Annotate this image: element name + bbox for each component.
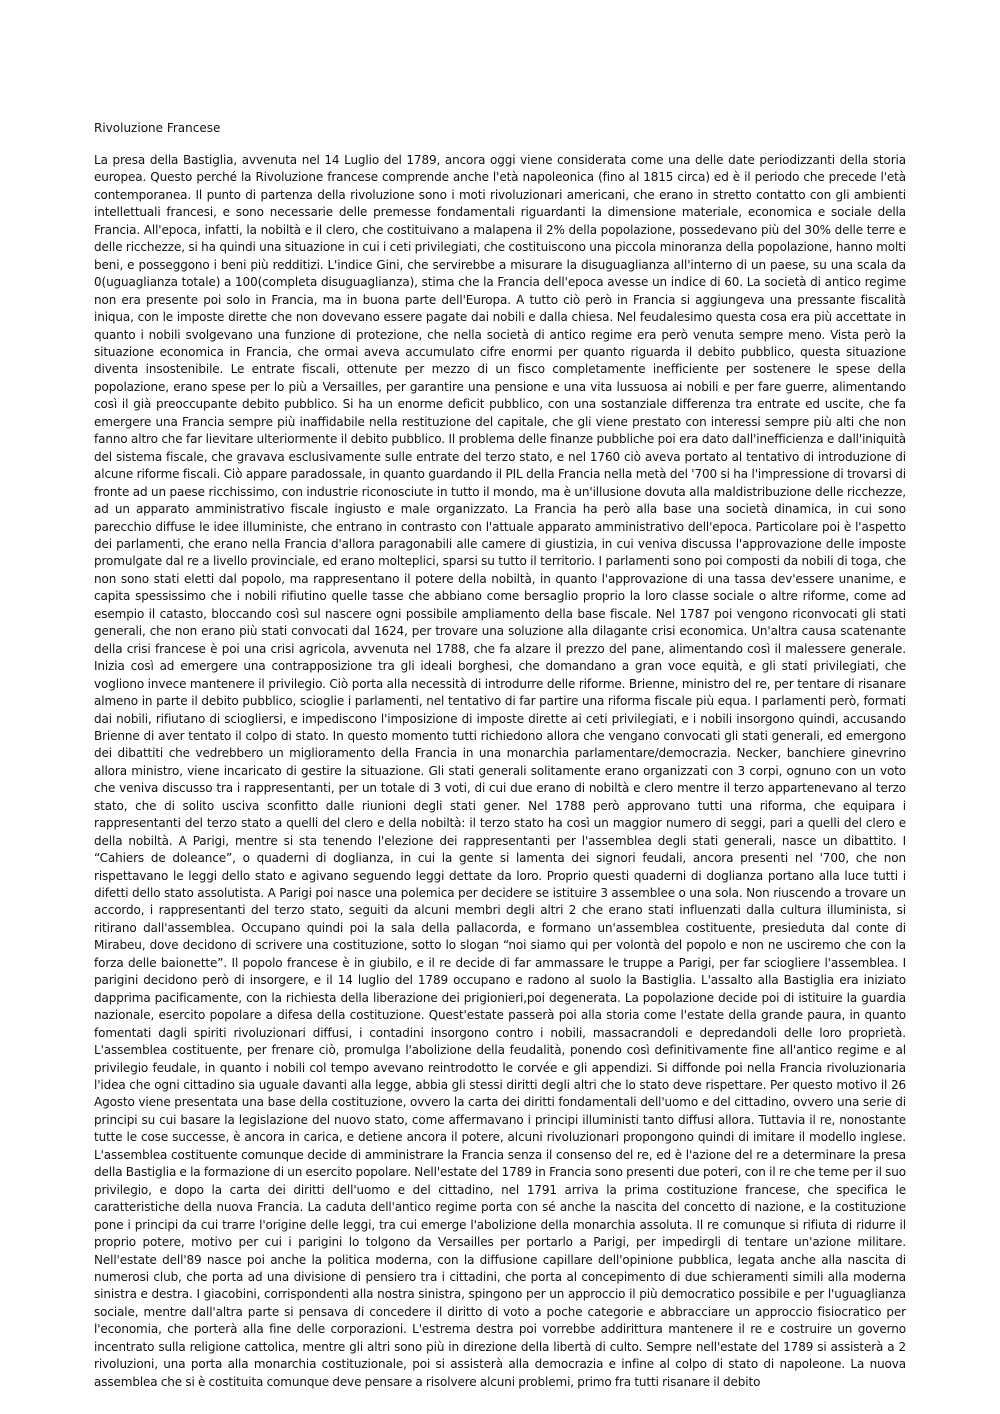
document-title: Rivoluzione Francese [94, 121, 221, 135]
document-content [94, 120, 906, 1391]
document-body-paragraph: La presa della Bastiglia, avvenuta nel 14 Luglio del 1789, ancora oggi viene considerata come una delle date periodizzanti della storia europea. Questo perché la Rivoluzione francese comprende anche l'età napoleonica (fino al 1815 circa) ed è il periodo che precede l'età contemporanea. Il punto di partenza della rivoluzione sono i moti rivoluzionari americani, che erano in stretto contatto con gli ambienti intellettuali francesi, e sono necessarie delle premesse fondamentali riguardanti la dimensione materiale, economica e sociale della Francia. All'epoca, infatti, la nobiltà e il clero, che costituivano a malapena il 2% della popolazione, possedevano più del 30% delle terre e delle ricchezze, si ha quindi una situazione in cui i ceti privilegiati, che costituiscono una piccola minoranza della popolazione, hanno molti beni, e posseggono i beni più redditizi. L'indice Gini, che servirebbe a misurare la disuguaglianza all'interno di un paese, su una scala da 0(uguaglianza totale) a 100(completa disuguaglianza), stima che la Francia dell'epoca avesse un indice di 60. La società di antico regime non era presente poi solo in Francia, ma in buona parte dell'Europa. A tutto ciò però in Francia si aggiungeva una pressante fiscalità iniqua, con le imposte dirette che non dovevano essere pagate dai nobili e dalla chiesa. Nel feudalesimo questa cosa era più accettate in quanto i nobili svolgevano una funzione di protezione, che nella società di antico regime era però venuta sempre meno. Vista però la situazione economica in Francia, che ormai aveva accumulato cifre enormi per quanto riguarda il debito pubblico, questa situazione diventa insostenibile. Le entrate fiscali, ottenute per mezzo di un fisco completamente inefficiente per sostenere le spese della popolazione, erano spese per lo più a Versailles, per garantire una pensione e una vita lussuosa ai nobili e per fare guerre, alimentando così il già preoccupante debito pubblico. Si ha un enorme deficit pubblico, con una sostanziale differenza tra entrate ed uscite, che fa emergere una Francia sempre più inaffidabile nella restituzione del capitale, che gli viene prestato con interessi sempre più alti che non fanno altro che far lievitare ulteriormente il debito pubblico. Il problema delle finanze pubbliche poi era dato dall'inefficienza e dall'iniquità del sistema fiscale, che gravava esclusivamente sulle entrate del terzo stato, e nel 1760 ciò aveva portato al tentativo di introduzione di alcune riforme fiscali. Ciò appare paradossale, in quanto guardando il PIL della Francia nella metà del '700 si ha l'impressione di trovarsi di fronte ad un paese ricchissimo, con industrie riconosciute in tutto il mondo, ma è un'illusione dovuta alla maldistribuzione delle ricchezze, ad un apparato amministrativo fiscale ingiusto e male organizzato. La Francia ha però alla base una società dinamica, in cui sono parecchio diffuse le idee illuministe, che entrano in contrasto con l'attuale apparato amministrativo dell'epoca. Particolare poi è l'aspetto dei parlamenti, che erano nella Francia d'allora paragonabili alle camere di giustizia, in cui veniva discussa l'approvazione delle imposte promulgate dal re a livello provinciale, ed erano molteplici, sparsi su tutto il territorio. I parlamenti sono poi composti da nobili di toga, che non sono stati eletti dal popolo, ma rappresentano il potere della nobiltà, in quanto l'approvazione di una tassa dev'essere unanime, e capita spessissimo che i nobili rifiutino quelle tasse che abbiano come bersaglio proprio la loro classe sociale o altre riforme, come ad esempio il catasto, bloccando così sul nascere ogni possibile ampliamento della base fiscale. Nel 1787 poi vengono riconvocati gli stati generali, che non erano più stati convocati dal 1624, per trovare una soluzione alla dilagante crisi economica. Un'altra causa scatenante della crisi francese è poi una crisi agricola, avvenuta nel 1788, che fa alzare il prezzo del pane, alimentando così il malessere generale. Inizia così ad emergere una contrapposizione tra gli ideali borghesi, che domandano a gran voce equità, e gli stati privilegiati, che vogliono invece mantenere il privilegio. Ciò porta alla necessità di introdurre delle riforme. Brienne, ministro del re, per tentare di risanare almeno in parte il debito pubblico, scioglie i parlamenti, nel tentativo di far partire una riforma fiscale più equa. I parlamenti però, formati dai nobili, rifiutano di sciogliersi, e impediscono l'imposizione di imposte dirette ai ceti privilegiati, e i nobili insorgono quindi, accusando Brienne di aver tentato il colpo di stato. In questo momento tutti richiedono allora che vengano convocati gli stati generali, ed emergono dei dibattiti che vedrebbero un miglioramento della Francia in una monarchia parlamentare/democrazia. Necker, banchiere ginevrino allora ministro, viene incaricato di gestire la situazione. Gli stati generali solitamente erano organizzati con 3 corpi, ognuno con un voto che veniva discusso tra i rappresentanti, per un totale di 3 voti, di cui due erano di nobiltà e clero mentre il terzo appartenevano al terzo stato, che di solito usciva sconfitto dalle riunioni degli stati gener. Nel 1788 però approvano tutti una riforma, che equipara i rappresentanti del terzo stato a quelli del clero e della nobiltà: il terzo stato ha così un maggior numero di seggi, pari a quelli del clero e della nobiltà. A Parigi, mentre si sta tenendo l'elezione dei rappresentanti per l'assemblea degli stati generali, nasce un dibattito. I “Cahiers de doleance”, o quaderni di doglianza, in cui la gente si lamenta dei signori feudali, ancora presenti nel '700, che non rispettavano le leggi dello stato e agivano seguendo leggi dettate da loro. Proprio questi quaderni di doglianza portano alla luce tutti i difetti dello stato assolutista. A Parigi poi nasce una polemica per decidere se istituire 3 assemblee o una sola. Non riuscendo a trovare un accordo, i rappresentanti del terzo stato, seguiti da alcuni membri degli altri 2 che erano stati influenzati dalla cultura illuminista, si ritirano dall'assemblea. Occupano quindi poi la sala della pallacorda, e formano un'assemblea costituente, presieduta dal conte di Mirabeu, dove decidono di scrivere una costituzione, sotto lo slogan “noi siamo qui per volontà del popolo e non ne usciremo che con la forza delle baionette”. Il popolo francese è in giubilo, e il re decide di far ammassare le truppe a Parigi, per far sciogliere l'assemblea. I parigini decidono però di insorgere, e il 14 luglio del 1789 occupano e radono al suolo la Bastiglia. L'assalto alla Bastiglia era iniziato dapprima pacificamente, con la richiesta della liberazione dei prigionieri,poi degenerata. La popolazione decide poi di istituire la guardia nazionale, esercito popolare a difesa della costituzione. Quest'estate passerà poi alla storia come l'estate della grande paura, in quanto fomentati dagli spiriti rivoluzionari diffusi, i contadini insorgono contro i nobili, massacrandoli e depredandoli delle loro proprietà. L'assemblea costituente, per frenare ciò, promulga l'abolizione della feudalità, ponendo così definitivamente fine all'antico regime e al privilegio feudale, in quanto i nobili col tempo avevano reintrodotto le corvée e gli appendizi. Si diffonde poi nella Francia rivoluzionaria l'idea che ogni cittadino sia uguale davanti alla legge, abbia gli stessi diritti degli altri che lo stato deve rispettare. Per questo motivo il 26 Agosto viene presentata una base della costituzione, ovvero la carta dei diritti fondamentali dell'uomo e del cittadino, ovvero una serie di principi su cui basare la legislazione del nuovo stato, come affermavano i principi illuministi tanto diffusi allora. Tuttavia il re, nonostante tutte le cose successe, è ancora in carica, e detiene ancora il potere, alcuni rivoluzionari propongono quindi di imitare il modello inglese. L'assemblea costituente comunque decide di amministrare la Francia senza il consenso del re, ed è l'azione del re a determinare la presa della Bastiglia e la formazione di un esercito popolare. Nell'estate del 1789 in Francia sono presenti due poteri, con il re che teme per il suo privilegio, e dopo la carta dei diritti dell'uomo e del cittadino, nel 1791 arriva la prima costituzione francese, che specifica le caratteristiche della nuova Francia. La caduta dell'antico regime porta con sé anche la nascita del concetto di nazione, e la costituzione pone i principi da cui trarre l'origine delle leggi, tra cui emerge l'abolizione della monarchia assoluta. Il re comunque si rifiuta di ridurre il proprio potere, motivo per cui i parigini lo tolgono da Versailles per portarlo a Parigi, per impedirgli di tentare un'azione militare. Nell'estate dell'89 nasce poi anche la politica moderna, con la diffusione capillare dell'opinione pubblica, legata anche alla nascita di numerosi club, che porta ad una divisione di pensiero tra i cittadini, che porta al concepimento di due schieramenti simili alla moderna sinistra e destra. I giacobini, corrispondenti alla nostra sinistra, spingono per un approccio il più democratico possibile e per l'uguaglianza sociale, mentre dall'altra parte si pensava di concedere il diritto di voto a poche categorie e abbracciare un approccio fisiocratico per l'economia, che porterà alla fine delle corporazioni. L'estrema destra poi vorrebbe addirittura mantenere il re e costruire un governo incentrato sulla religione cattolica, mentre gli altri sono più in direzione della libertà di culto. Sempre nell'estate del 1789 si assisterà a 2 rivoluzioni, una porta alla monarchia costituzionale, poi si assisterà alla democrazia e infine al colpo di stato di napoleone. La nuova assemblea che si è costituita comunque deve pensare a risolvere alcuni problemi, primo fra tutti risanare il debito [94, 153, 906, 1389]
